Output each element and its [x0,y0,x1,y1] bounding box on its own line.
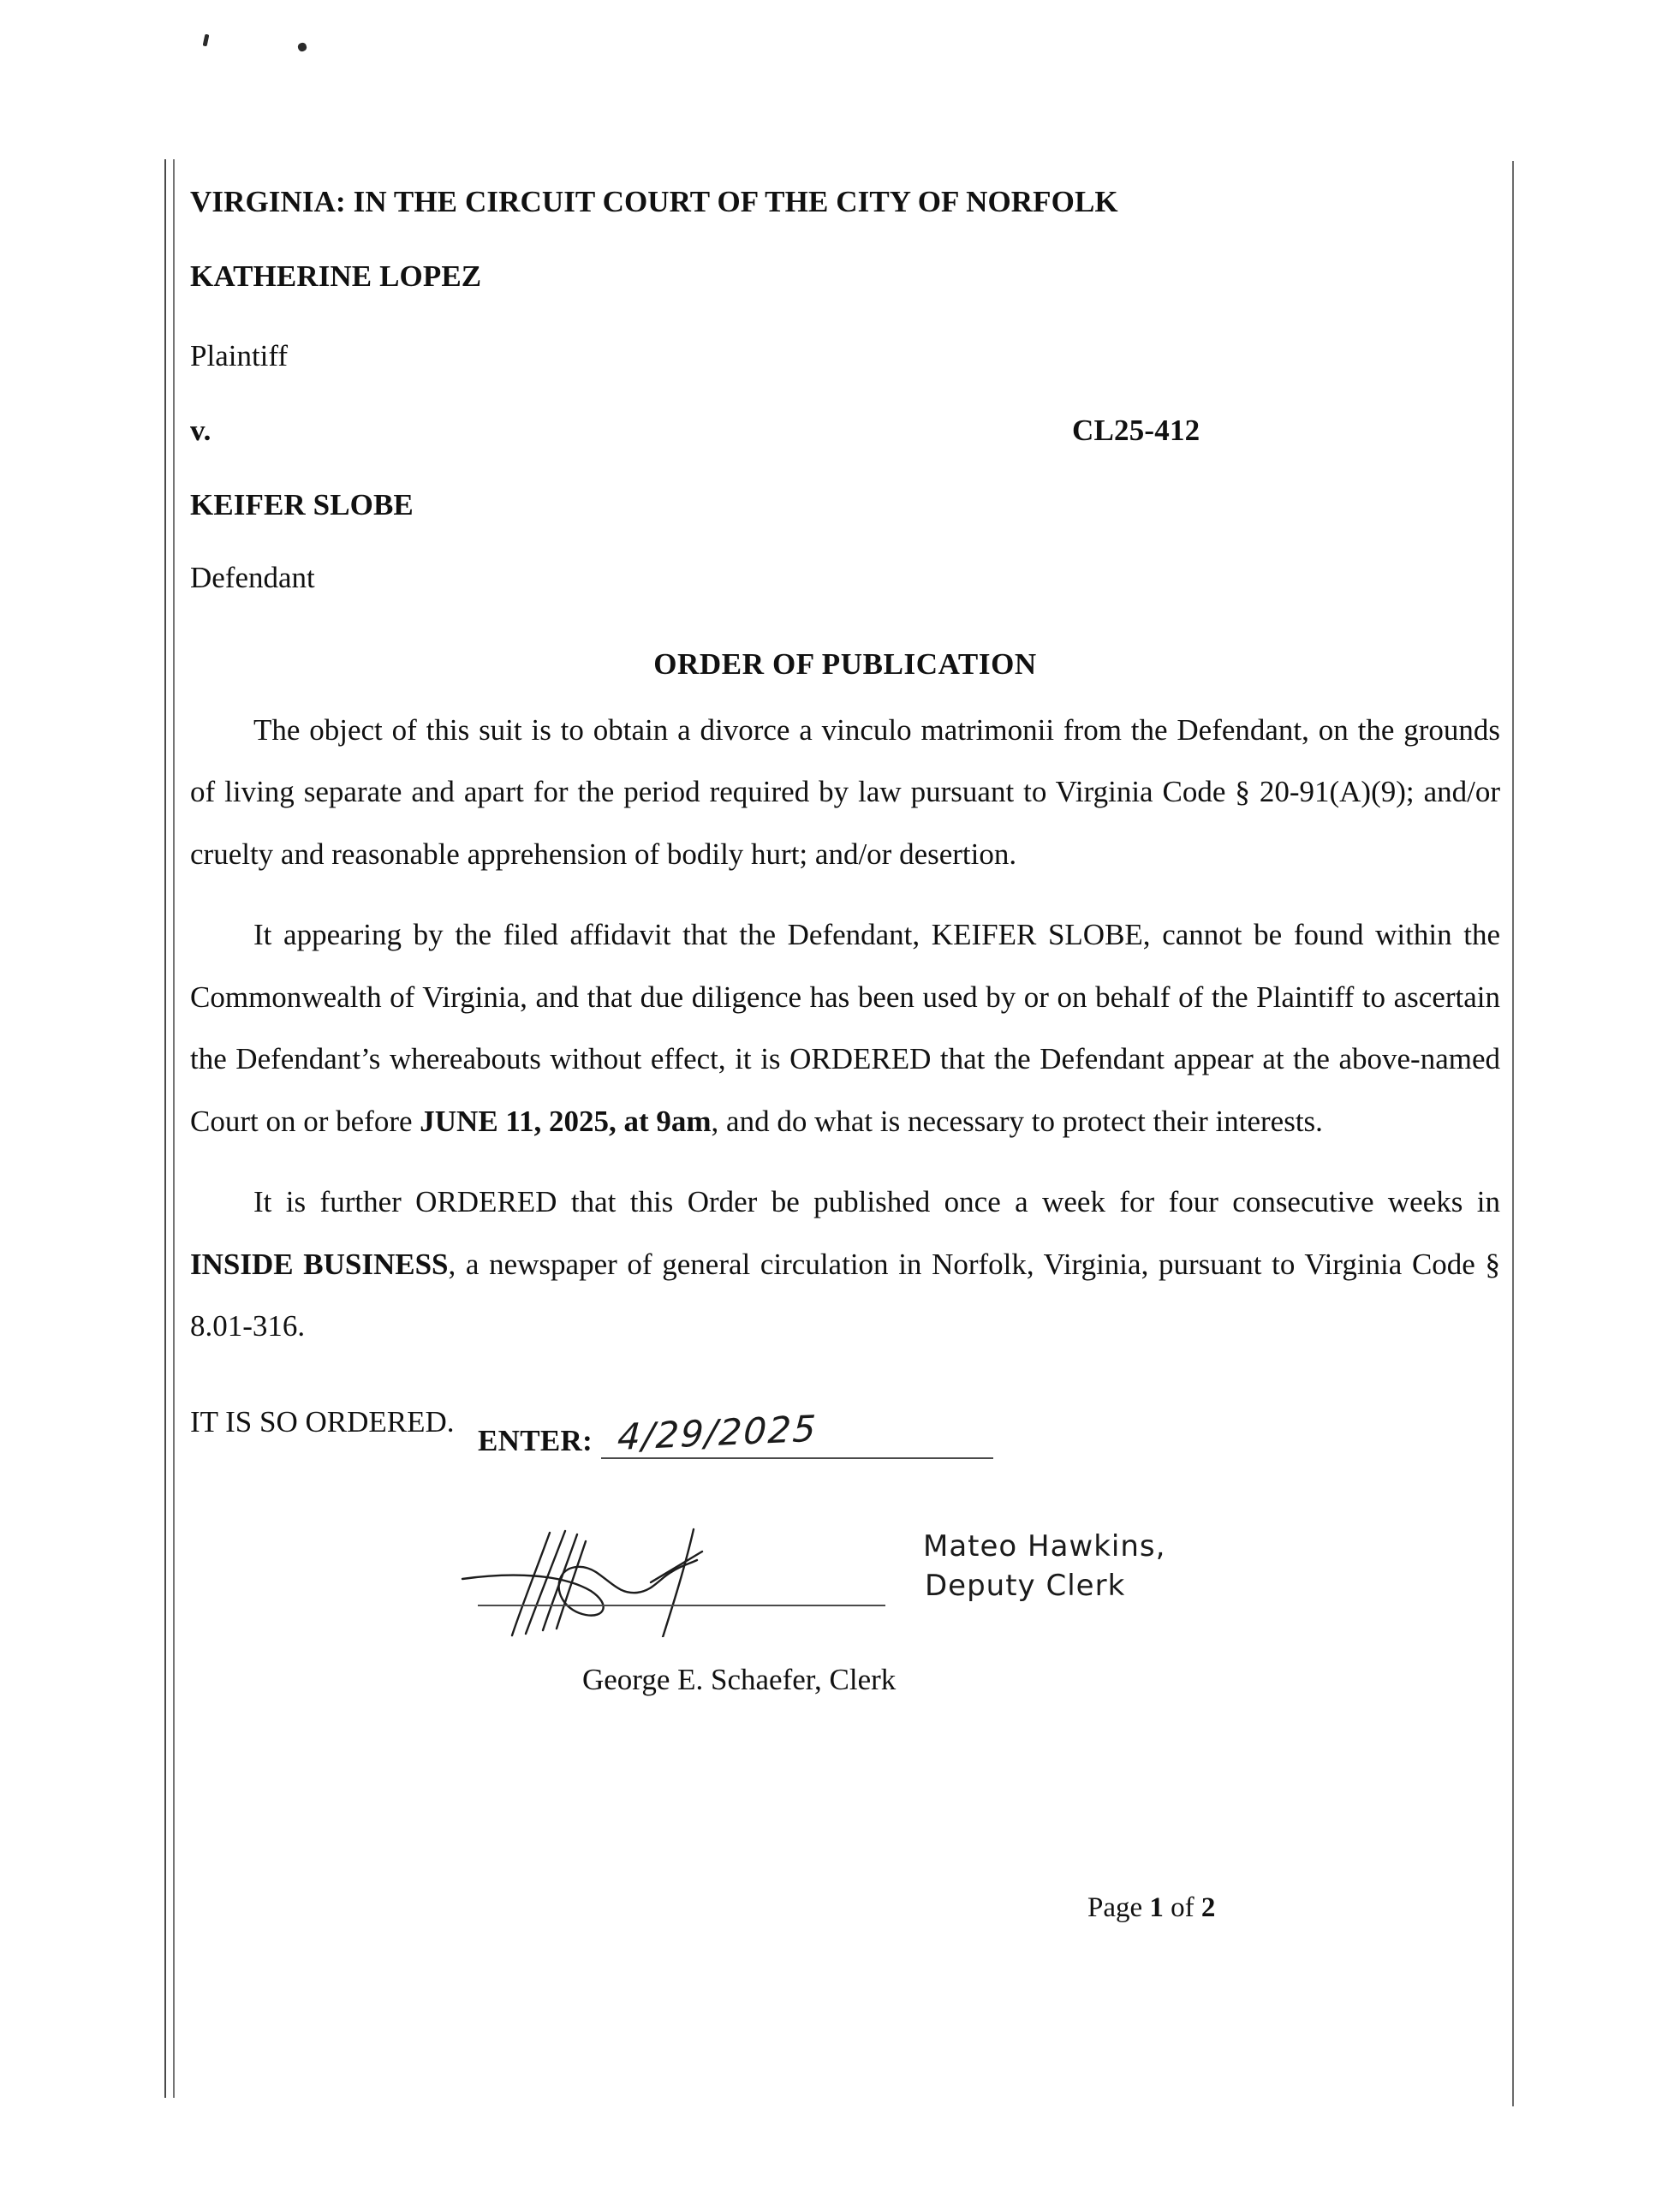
defendant-role-label: Defendant [190,561,315,594]
paragraph-affidavit-ordered [190,904,1500,1153]
handwritten-deputy-clerk-name: Mateo Hawkins, [923,1529,1166,1564]
clerk-printed-name: George E. Schaefer, Clerk [582,1663,897,1697]
page-left-border-rule [164,159,175,2098]
paragraph-2-part-1: It appearing by the filed affidavit that the Defendant, KEIFER SLOBE, cannot be found within the Commonwealth of Virginia, and that due diligence has been used by or on behalf of the Plaintiff to ascertain the Defendant’s whereabouts without effect, it is ORDERED that the Defendant appear at the above-named Court on or before [190,918,1500,1138]
page-footer-current: 1 [1149,1892,1164,1923]
court-header: VIRGINIA: IN THE CIRCUIT COURT OF THE CITY OF NORFOLK [190,185,1118,218]
handwritten-deputy-clerk [923,1528,1165,1606]
versus-label: v. [190,414,211,447]
page-footer-total: 2 [1200,1892,1216,1923]
clerk-signature-line [478,1605,885,1606]
paragraph-3-part-1: It is further ORDERED that this Order be published once a week for four consecutive weeks in [253,1185,1500,1219]
plaintiff-name: KATHERINE LOPEZ [190,259,482,293]
handwritten-signature-icon [461,1526,906,1637]
page-title: ORDER OF PUBLICATION [653,647,1037,681]
entered-date-line [601,1408,993,1459]
versus-and-case-number-row [190,415,1500,445]
page-footer-separator: of [1163,1892,1201,1923]
enter-label: ENTER: [478,1424,593,1458]
page-right-border-rule [1512,161,1514,2106]
document-body [190,159,1500,1697]
defendant-name: KEIFER SLOBE [190,488,414,521]
page-footer [1087,1892,1215,1924]
signature-block [190,1397,1500,1697]
plaintiff-role-label: Plaintiff [190,339,289,372]
paragraph-object-of-suit: The object of this suit is to obtain a divorce a vinculo matrimonii from the Defendant, on the grounds of living separate and apart for the period required by law pursuant to Virginia Code § 20-91(A)(9); and/or cruelty and reasonable apprehension of bodily hurt; and/or desertion. [190,713,1500,871]
scan-speck-icon [297,42,308,53]
newspaper-name: INSIDE BUSINESS [190,1247,449,1281]
paragraph-2-part-2: , and do what is necessary to protect their interests. [711,1104,1323,1138]
handwritten-entered-date: 4/29/2025 [616,1408,819,1459]
scan-speck-icon [203,34,210,47]
hearing-date-time: JUNE 11, 2025, at 9am [420,1104,712,1138]
enter-row [478,1408,993,1459]
case-number: CL25-412 [1072,414,1200,447]
page-footer-prefix: Page [1087,1892,1150,1923]
paragraph-publication [190,1171,1500,1357]
so-ordered-statement: IT IS SO ORDERED. [190,1405,455,1439]
handwritten-deputy-clerk-title: Deputy Clerk [925,1569,1126,1604]
paragraph-3-part-2: , a newspaper of general circulation in Norfolk, Virginia, pursuant to Virginia Code § 8.01-316. [190,1247,1500,1343]
